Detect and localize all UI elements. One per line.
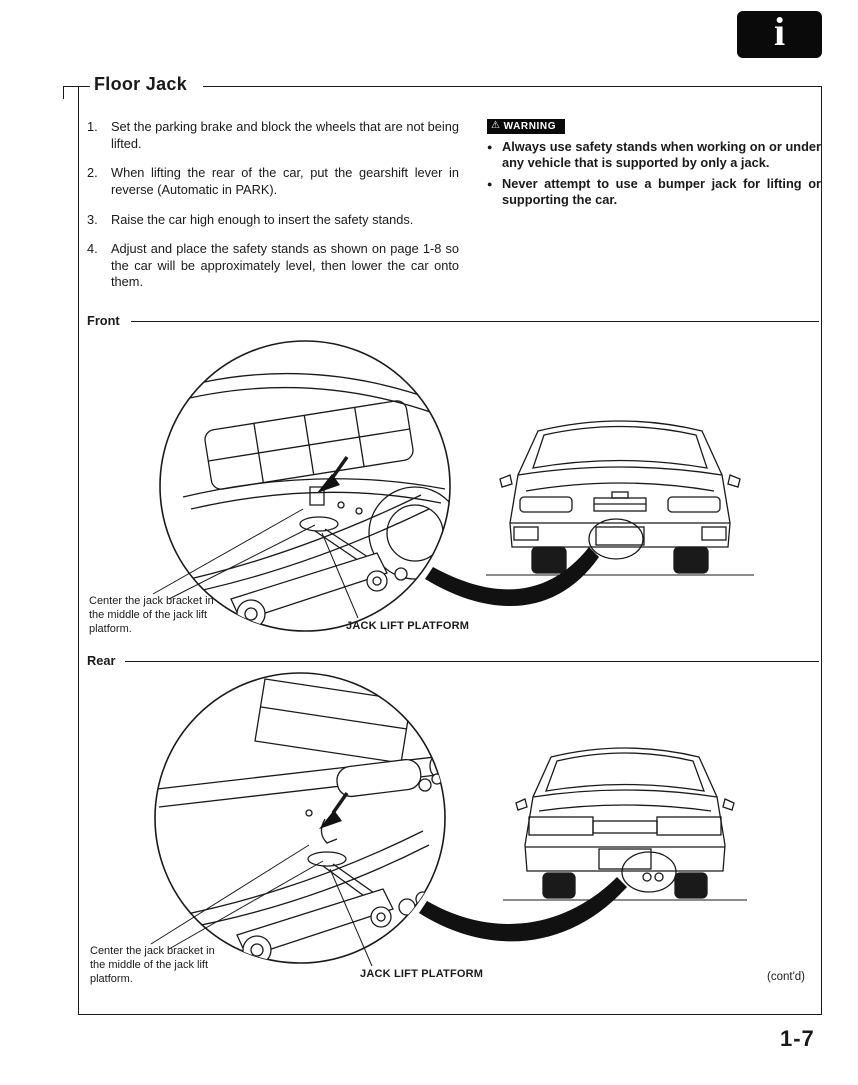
instruction-number: 1. [87,119,98,134]
instruction-text: Raise the car high enough to insert the safety stands. [111,211,414,227]
front-platform-label: JACK LIFT PLATFORM [346,620,470,632]
instruction-text: When lifting the rear of the car, put the gearshift lever in reverse (Automatic in PARK). [111,165,459,197]
warning-badge [487,119,565,134]
warning-block [487,115,821,213]
warning-item [487,139,821,172]
instruction-number: 4. [87,241,98,257]
bullet-icon: ● [487,178,493,189]
rear-jacking-diagram [79,667,823,997]
bullet-icon: ● [487,141,493,152]
front-section-label: Front [87,313,120,328]
rear-pointer-swoosh [419,877,627,941]
warning-triangle-icon: ⚠ [491,120,501,131]
page-title: Floor Jack [90,74,203,95]
front-callout-text: Center the jack bracket in the middle of the jack lift platform. [89,595,214,635]
front-pointer-swoosh [425,547,599,606]
instruction-number: 2. [87,165,98,181]
info-icon [737,8,822,58]
front-car-view [486,421,754,575]
title-bracket-line [63,86,89,99]
warning-text: Never attempt to use a bumper jack for lifting or supporting the car. [502,175,821,208]
instruction-item [87,241,459,291]
instruction-text: Set the parking brake and block the wheels that are not being lifted. [111,119,459,151]
warning-badge-label: WARNING [503,120,557,132]
info-icon-glyph: i [773,8,786,54]
rear-section-label: Rear [87,653,116,668]
instruction-item [87,119,459,152]
front-section-divider [131,321,819,322]
front-jack-point-circle [589,519,643,559]
instruction-list [87,119,459,304]
rear-section-divider [125,661,819,662]
instruction-number: 3. [87,211,98,227]
instruction-item [87,165,459,198]
instruction-item [87,212,459,229]
page-number: 1-7 [780,1026,815,1051]
warning-text: Always use safety stands when working on or under any vehicle that is supported by only a jack. [502,138,821,171]
warning-item [487,176,821,209]
rear-callout-text: Center the jack bracket in the middle of the jack lift platform. [90,945,215,985]
front-jacking-diagram [79,327,823,653]
rear-car-view [503,748,747,900]
continued-label: (cont'd) [767,971,805,983]
instruction-text: Adjust and place the safety stands as shown on page 1-8 so the car will be approximately level, then lower the car onto them. [111,241,459,290]
rear-jack-point-circle [622,852,676,892]
rear-platform-label: JACK LIFT PLATFORM [360,968,484,980]
content-box [78,86,822,1015]
